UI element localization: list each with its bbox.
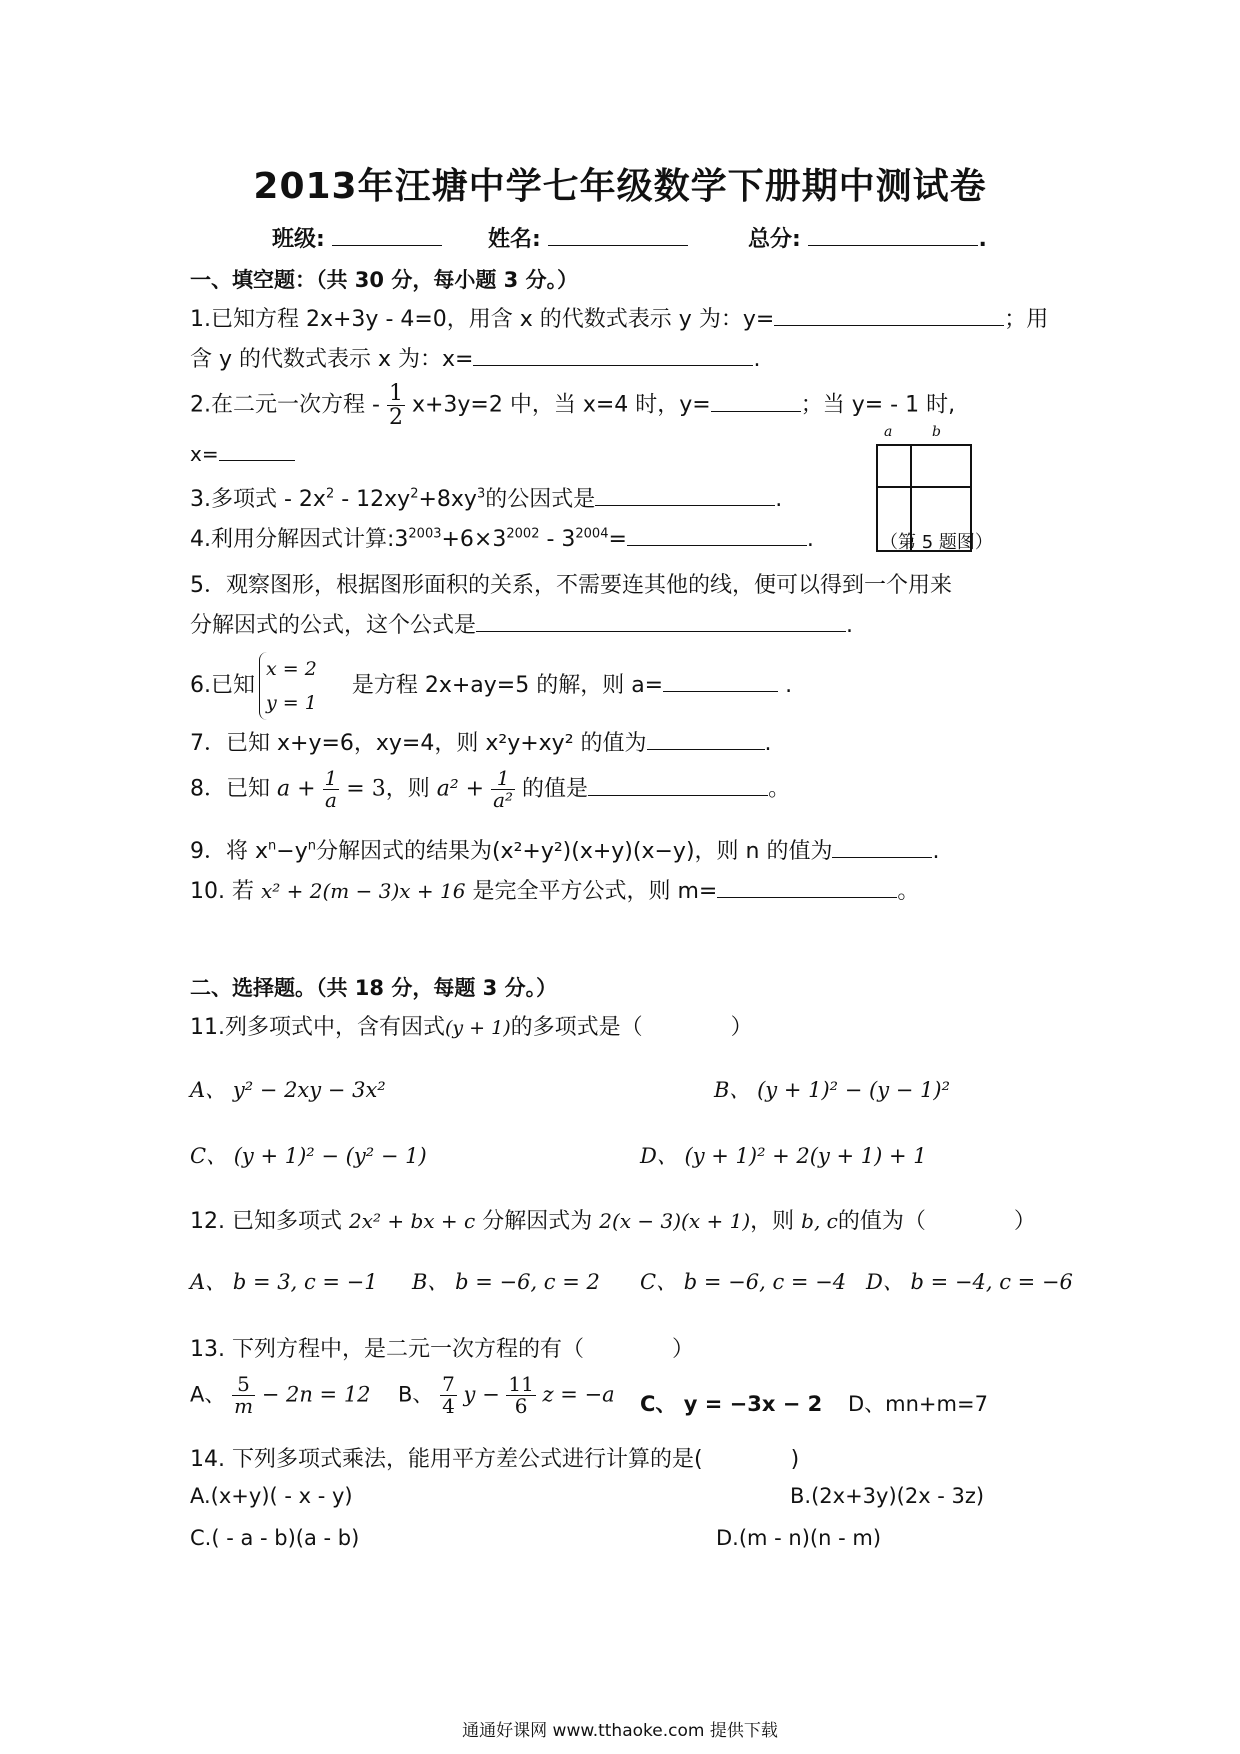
q10-expression: x² + 2(m − 3)x + 16 <box>260 879 466 903</box>
q13-a-label: A、 <box>190 1382 226 1407</box>
q12-option-d[interactable]: D、 b = −4, c = −6 <box>866 1270 1073 1294</box>
q9-sup-d: n <box>307 838 316 854</box>
q1-text-a: 1.已知方程 2x+3y - 4=0，用含 x 的代数式表示 y 为：y= <box>190 307 775 332</box>
question-2-line-2 <box>190 440 295 466</box>
q14-option-d[interactable]: D.(m - n)(n - m) <box>716 1526 882 1550</box>
question-9 <box>190 834 939 865</box>
q2-text-b: x+3y=2 中，当 x=4 时，y= <box>411 392 711 418</box>
q13-a-rest: − 2n = 12 <box>261 1382 371 1407</box>
q4-text-a: 4.利用分解因式计算:3 <box>190 527 409 552</box>
question-3 <box>190 482 782 513</box>
score-field: 总分: . <box>748 227 987 252</box>
q4-sup-f: 2004 <box>575 526 609 542</box>
page-title: 2013年汪塘中学七年级数学下册期中测试卷 <box>253 166 987 207</box>
section-1-heading: 一、填空题：（共 30 分，每小题 3 分。） <box>190 268 579 292</box>
q8-frac1-den: a <box>324 788 337 812</box>
q13-option-a[interactable] <box>190 1374 371 1417</box>
question-13: 13. 下列方程中，是二元一次方程的有（ ） <box>190 1337 694 1362</box>
q7-text-b: . <box>764 731 772 756</box>
q11-stem: 11.列多项式中，含有因式 <box>190 1015 445 1040</box>
q6-equation-system <box>259 652 317 720</box>
q8-expr-b: a + <box>277 776 316 802</box>
q11-option-a[interactable]: A、 y² − 2xy − 3x² <box>190 1078 386 1102</box>
q4-text-g: = <box>608 527 627 552</box>
q13-option-c[interactable]: C、 y = −3x − 2 <box>640 1392 823 1416</box>
q9-text-f: . <box>932 839 940 864</box>
class-blank[interactable] <box>332 225 442 246</box>
q8-frac1-num: 1 <box>324 766 338 790</box>
q1-text-c: 含 y 的代数式表示 x 为：x= <box>190 347 474 372</box>
q10-text-a: 10. 若 <box>190 879 254 904</box>
q8-text-c: = 3，则 <box>346 776 430 802</box>
q4-text-h: . <box>806 527 814 552</box>
q14-option-b[interactable]: B.(2x+3y)(2x - 3z) <box>790 1484 985 1508</box>
q8-fraction-1 <box>323 768 340 811</box>
q1-text-b: ；用 <box>1004 307 1049 332</box>
q13-option-d[interactable]: D、mn+m=7 <box>848 1392 988 1416</box>
figure-horizontal-line <box>878 486 970 488</box>
q13-b-fraction-2 <box>506 1374 535 1417</box>
q6-text-b: 是方程 2x+ay=5 的解，则 a= <box>351 673 664 698</box>
q1-blank-x[interactable] <box>473 345 753 366</box>
q12-option-c[interactable]: C、 b = −6, c = −4 <box>640 1270 847 1294</box>
q2-text-c: ；当 y= - 1 时, <box>800 392 956 418</box>
q9-text-c: −y <box>276 839 308 864</box>
question-10 <box>190 874 919 905</box>
q12-option-a[interactable]: A、 b = 3, c = −1 <box>190 1270 378 1294</box>
score-blank[interactable] <box>808 225 978 246</box>
q13-b-rest: z = −a <box>542 1382 615 1407</box>
q13-b-den-2: 6 <box>514 1394 528 1418</box>
q3-text-c: - 12xy <box>334 487 411 512</box>
name-field <box>488 222 688 253</box>
q3-sup-f: 3 <box>476 486 486 502</box>
q12-factored: 2(x − 3)(x + 1) <box>599 1209 751 1233</box>
q3-text-h: . <box>775 487 783 512</box>
q9-sup-b: n <box>268 838 277 854</box>
figure-label-a: a <box>884 424 893 440</box>
q3-text-g: 的公因式是 <box>485 487 596 512</box>
q8-text-a: 8．已知 <box>190 776 270 802</box>
question-7 <box>190 726 772 757</box>
footer-source: 通通好课网 www.tthaoke.com 提供下载 <box>462 1721 778 1741</box>
q13-b-label: B、 <box>398 1382 434 1407</box>
q6-system-line-1: x = 2 <box>266 658 317 680</box>
question-12 <box>190 1204 1036 1235</box>
q7-blank[interactable] <box>647 729 765 750</box>
q13-option-b[interactable] <box>398 1374 615 1417</box>
name-label: 姓名: <box>488 227 541 252</box>
q12-tail: ，则 <box>750 1209 795 1234</box>
q4-text-c: +6×3 <box>441 527 507 552</box>
q4-sup-b: 2003 <box>408 526 442 542</box>
q13-b-mid: y − <box>463 1382 500 1407</box>
class-field <box>272 222 442 253</box>
q1-text-d: . <box>753 347 761 372</box>
question-11 <box>190 1010 753 1041</box>
q13-a-fraction <box>232 1374 255 1417</box>
question-14: 14. 下列多项式乘法，能用平方差公式进行计算的是( ) <box>190 1447 800 1472</box>
q6-blank[interactable] <box>663 671 778 692</box>
q11-option-b[interactable]: B、 (y + 1)² − (y − 1)² <box>714 1078 951 1102</box>
q12-polynomial: 2x² + bx + c <box>348 1209 476 1233</box>
q2-text-d: x= <box>190 442 219 466</box>
question-1-line-2 <box>190 342 760 373</box>
q14-option-c[interactable]: C.( - a - b)(a - b) <box>190 1526 360 1550</box>
q12-end: 的值为（ ） <box>837 1209 1036 1234</box>
q8-blank[interactable] <box>588 775 768 796</box>
q13-a-den: m <box>234 1394 254 1418</box>
q3-sup-d: 2 <box>410 486 419 502</box>
q2-frac-num: 1 <box>388 381 403 406</box>
question-2-line-1 <box>190 382 955 429</box>
q8-frac2-den: a² <box>493 788 514 812</box>
q9-text-e: 分解因式的结果为(x²+y²)(x+y)(x−y)，则 n 的值为 <box>315 839 833 864</box>
score-label: 总分: <box>748 227 801 252</box>
q8-frac2-num: 1 <box>491 768 515 790</box>
q9-blank[interactable] <box>832 837 932 858</box>
q7-text-a: 7．已知 x+y=6，xy=4，则 x²y+xy² 的值为 <box>190 731 647 756</box>
q10-blank[interactable] <box>717 877 897 898</box>
question-1-line-1 <box>190 302 1048 333</box>
class-label: 班级: <box>272 227 325 252</box>
q8-text-e: 的值是 <box>522 776 589 802</box>
name-blank[interactable] <box>548 225 688 246</box>
q12-mid: 分解因式为 <box>482 1209 593 1234</box>
q1-blank-y[interactable] <box>774 305 1004 326</box>
q3-sup-b: 2 <box>325 486 335 502</box>
q11-factor: (y + 1) <box>445 1017 511 1039</box>
question-5-line-1: 5．观察图形，根据图形面积的关系，不需要连其他的线，便可以得到一个用来 <box>190 573 952 598</box>
question-6 <box>190 652 792 720</box>
q2-blank-y[interactable] <box>711 391 801 412</box>
q3-text-e: +8xy <box>418 487 477 512</box>
figure-caption: （第 5 题图） <box>880 532 993 553</box>
q6-text-c: . <box>785 673 793 698</box>
q6-text-a: 6.已知 <box>190 673 255 698</box>
q14-option-a[interactable]: A.(x+y)( - x - y) <box>190 1484 353 1508</box>
q3-text-a: 3.多项式 - 2x <box>190 487 326 512</box>
q8-expr-d: a² + <box>436 776 485 802</box>
q13-b-num-2: 11 <box>508 1372 534 1396</box>
q13-a-num: 5 <box>232 1374 255 1396</box>
question-5-line-2 <box>190 608 853 639</box>
q12-option-b[interactable]: B、 b = −6, c = 2 <box>412 1270 600 1294</box>
q10-text-c: 是完全平方公式，则 m= <box>472 879 718 904</box>
q8-fraction-2 <box>491 768 515 811</box>
question-8 <box>190 768 790 811</box>
q2-blank-x[interactable] <box>219 440 295 461</box>
q4-blank[interactable] <box>627 525 807 546</box>
q2-frac-den: 2 <box>388 405 403 431</box>
q5-blank[interactable] <box>476 611 846 632</box>
q2-text-a: 2.在二元一次方程 - <box>190 392 380 418</box>
figure-label-b: b <box>932 424 941 440</box>
q13-b-num-1: 7 <box>442 1372 455 1396</box>
question-4 <box>190 522 814 553</box>
q3-blank[interactable] <box>595 485 775 506</box>
q10-text-d: 。 <box>897 879 920 904</box>
q11-option-c[interactable]: C、 (y + 1)² − (y² − 1) <box>190 1144 427 1168</box>
q9-text-a: 9．将 x <box>190 839 269 864</box>
q4-sup-d: 2002 <box>506 526 540 542</box>
q4-text-e: - 3 <box>539 527 576 552</box>
q13-b-fraction-1 <box>440 1374 457 1417</box>
q11-option-d[interactable]: D、 (y + 1)² + 2(y + 1) + 1 <box>640 1144 927 1168</box>
q13-b-den-1: 4 <box>442 1394 455 1418</box>
q5-text-b: 分解因式的公式，这个公式是 <box>190 613 477 638</box>
q6-system-line-2: y = 1 <box>266 692 317 714</box>
q2-fraction <box>387 382 405 429</box>
q12-bc: b, c <box>801 1209 838 1233</box>
q8-text-f: 。 <box>768 776 791 802</box>
q11-tail: 的多项式是（ ） <box>510 1015 753 1040</box>
q12-stem: 12. 已知多项式 <box>190 1209 342 1234</box>
q5-text-c: . <box>846 613 854 638</box>
section-2-heading: 二、选择题。（共 18 分，每题 3 分。） <box>190 976 558 1000</box>
